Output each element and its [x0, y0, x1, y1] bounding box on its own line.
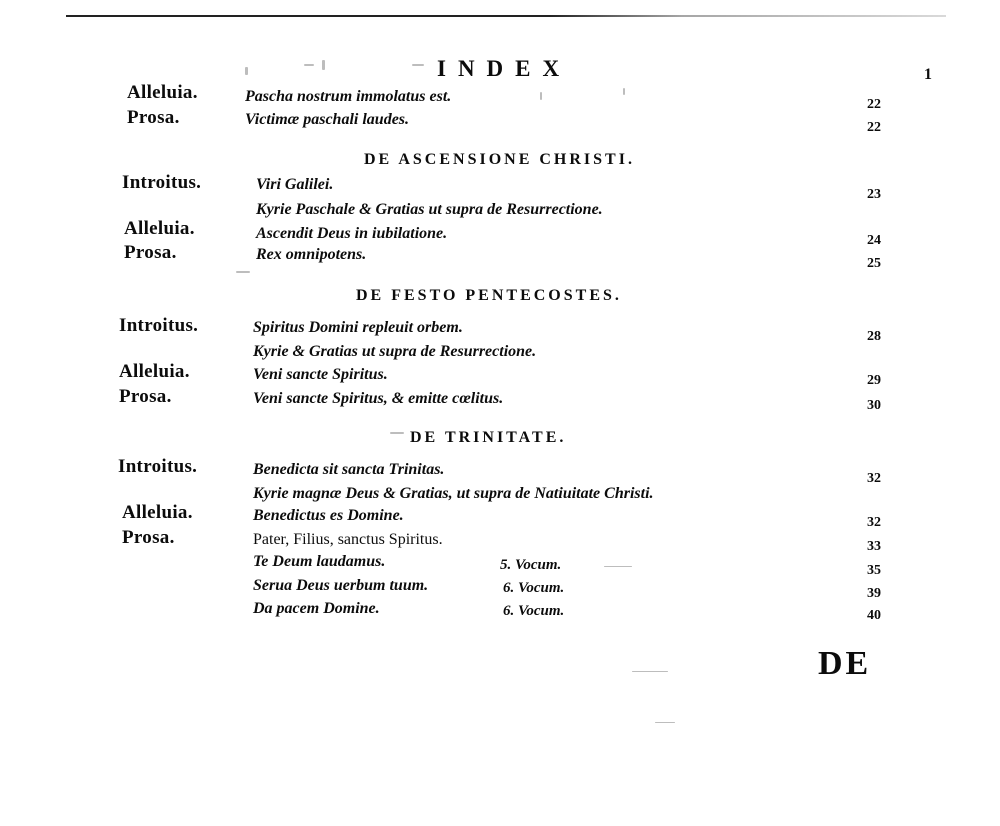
scan-speck: [604, 566, 632, 567]
voices-count: 5. Vocum.: [500, 557, 562, 573]
entry-page: 39: [867, 586, 881, 601]
entry-text: Veni sancte Spiritus, & emitte cœlitus.: [253, 390, 504, 407]
index-title: INDEX: [437, 56, 572, 81]
entry-text: Da pacem Domine.: [253, 600, 380, 617]
entry-page: 40: [867, 608, 881, 623]
entry-text: Kyrie Paschale & Gratias ut supra de Resurrectione.: [256, 201, 603, 218]
entry-text: Pascha nostrum immolatus est.: [245, 88, 452, 105]
catchword: DE: [818, 645, 872, 682]
entry-page: 29: [867, 373, 881, 388]
section-heading: DE TRINITATE.: [410, 429, 567, 446]
entry-page: 24: [867, 233, 881, 248]
voices-count: 6. Vocum.: [503, 580, 565, 596]
entry-role: Prosa.: [124, 242, 177, 263]
entry-role: Introitus.: [118, 456, 198, 477]
top-rule: [66, 15, 946, 17]
entry-text: Kyrie magnæ Deus & Gratias, ut supra de Natiuitate Christi.: [253, 485, 654, 502]
section-heading: DE FESTO PENTECOSTES.: [356, 287, 622, 304]
entry-text: Rex omnipotens.: [256, 246, 367, 263]
scan-speck: [632, 671, 668, 672]
entry-text: Viri Galilei.: [256, 176, 334, 193]
scan-speck: [655, 722, 675, 723]
scan-speck: [245, 67, 248, 75]
entry-text: Pater, Filius, sanctus Spiritus.: [253, 531, 443, 548]
entry-text: Kyrie & Gratias ut supra de Resurrectione.: [253, 343, 537, 360]
entry-role: Alleluia.: [122, 502, 193, 523]
entry-role: Alleluia.: [119, 361, 190, 382]
page-number: 1: [924, 66, 932, 83]
voices-count: 6. Vocum.: [503, 603, 565, 619]
entry-text: Victimæ paschali laudes.: [245, 111, 410, 128]
entry-role: Prosa.: [122, 527, 175, 548]
entry-page: 22: [867, 97, 881, 112]
entry-page: 28: [867, 329, 881, 344]
entry-text: Te Deum laudamus.: [253, 553, 386, 570]
entry-text: Ascendit Deus in iubilatione.: [256, 225, 448, 242]
scan-speck: [540, 92, 542, 100]
entry-page: 23: [867, 187, 881, 202]
entry-page: 32: [867, 471, 881, 486]
entry-role: Alleluia.: [124, 218, 195, 239]
entry-page: 35: [867, 563, 881, 578]
scan-speck: [390, 432, 404, 434]
entry-text: Veni sancte Spiritus.: [253, 366, 388, 383]
entry-role: Introitus.: [119, 315, 199, 336]
scan-speck: [236, 271, 250, 273]
section-heading: DE ASCENSIONE CHRISTI.: [364, 151, 635, 168]
entry-role: Prosa.: [119, 386, 172, 407]
scan-speck: [322, 60, 325, 70]
scan-speck: [623, 88, 625, 95]
entry-text: Spiritus Domini repleuit orbem.: [253, 319, 463, 336]
entry-page: 22: [867, 120, 881, 135]
entry-text: Serua Deus uerbum tuum.: [253, 577, 429, 594]
entry-page: 30: [867, 398, 881, 413]
scan-speck: [304, 64, 314, 66]
entry-text: Benedicta sit sancta Trinitas.: [253, 461, 445, 478]
entry-role: Introitus.: [122, 172, 202, 193]
entry-role: Prosa.: [127, 107, 180, 128]
entry-page: 25: [867, 256, 881, 271]
entry-role: Alleluia.: [127, 82, 198, 103]
scan-speck: [412, 64, 424, 66]
entry-page: 32: [867, 515, 881, 530]
entry-text: Benedictus es Domine.: [253, 507, 404, 524]
entry-page: 33: [867, 539, 881, 554]
